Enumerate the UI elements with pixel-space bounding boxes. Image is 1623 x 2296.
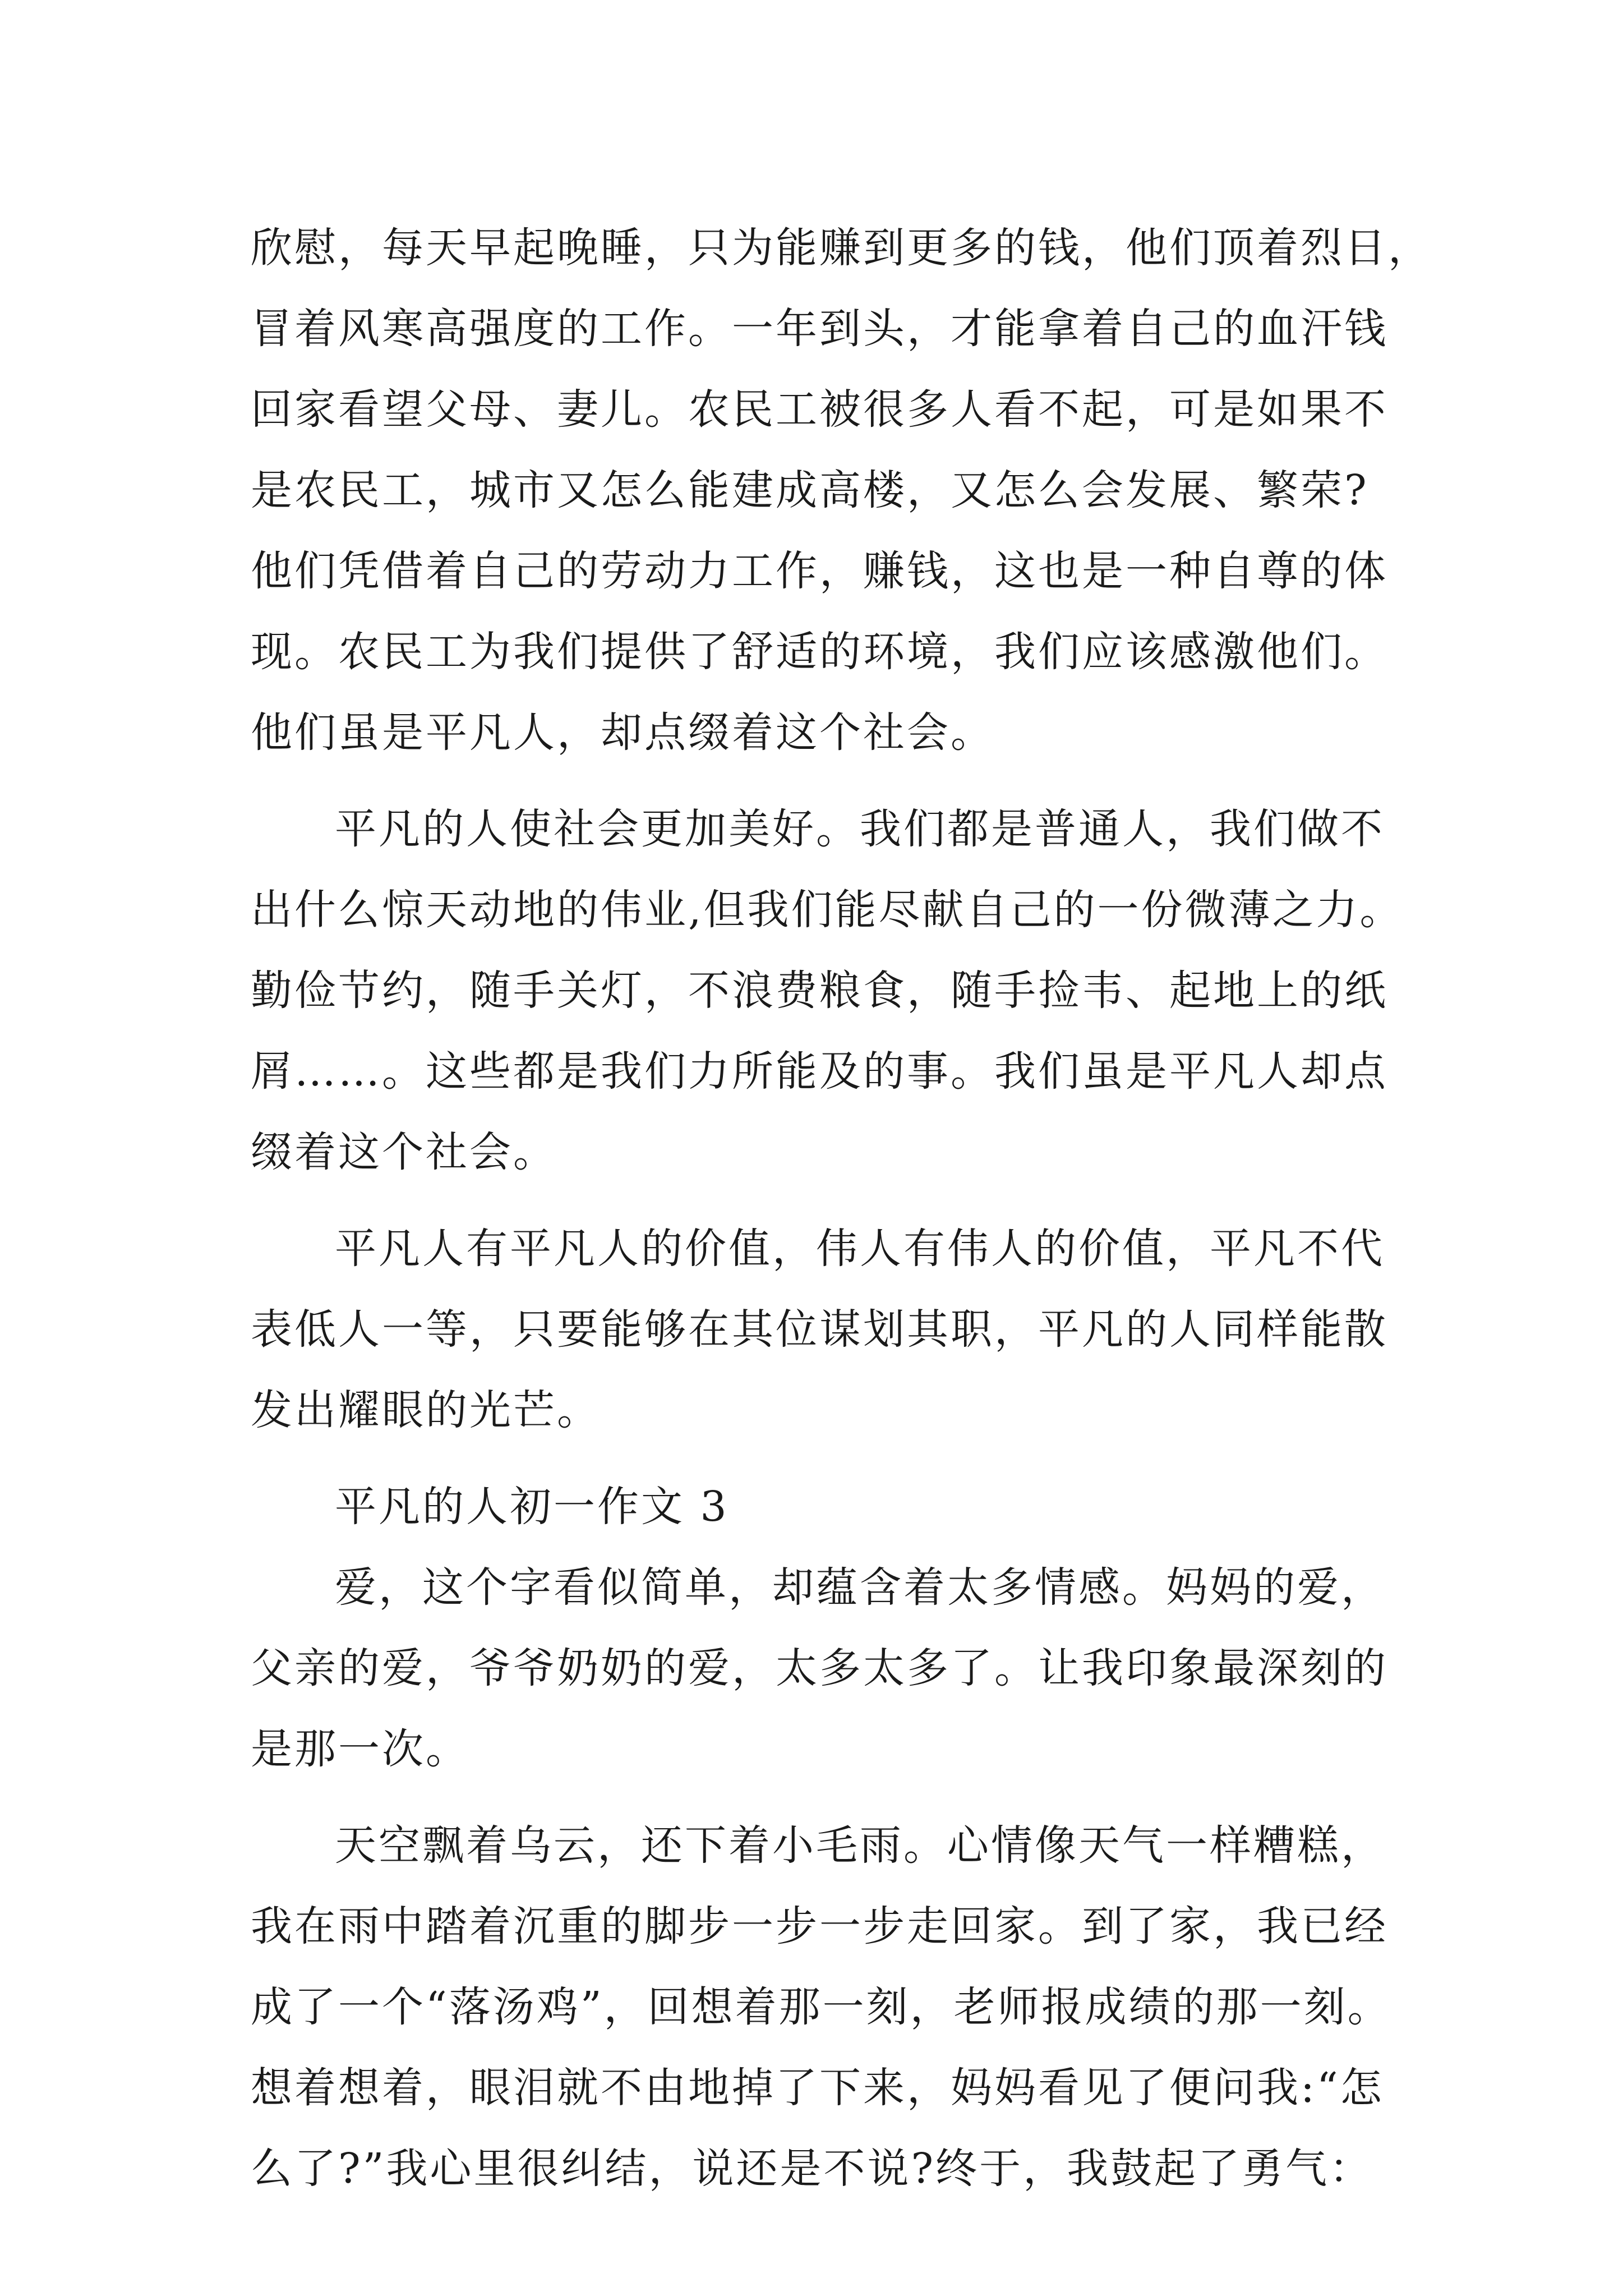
text-line: 他们凭借着自己的劳动力工作，赚钱，这也是一种自尊的体 bbox=[251, 547, 1388, 595]
text-line: 缀着这个社会。 bbox=[251, 1128, 557, 1176]
text-line: 勤俭节约，随手关灯，不浪费粮食，随手捡韦、起地上的纸 bbox=[251, 967, 1388, 1015]
text-line: 父亲的爱，爷爷奶奶的爱，太多太多了。让我印象最深刻的 bbox=[251, 1644, 1388, 1692]
text-line: 是农民工，城市又怎么能建成高楼，又怎么会发展、繁荣? bbox=[251, 466, 1369, 514]
text-line: 回家看望父母、妻儿。农民工被很多人看不起，可是如果不 bbox=[251, 385, 1388, 434]
text-line: 屑……。这些都是我们力所能及的事。我们虽是平凡人却点 bbox=[251, 1047, 1388, 1096]
text-line: 出什么惊天动地的伟业,但我们能尽献自己的一份微薄之力。 bbox=[251, 886, 1404, 934]
paragraph-first-line: 天空飘着乌云，还下着小毛雨。心情像天气一样糟糕， bbox=[335, 1821, 1385, 1870]
text-line: 想着想着，眼泪就不由地掉了下来，妈妈看见了便问我:“怎 bbox=[251, 2064, 1384, 2112]
paragraph-first-line: 平凡人有平凡人的价值，伟人有伟人的价值，平凡不代 bbox=[335, 1225, 1385, 1273]
text-line: 冒着风寒高强度的工作。一年到头，才能拿着自己的血汗钱 bbox=[251, 305, 1388, 353]
paragraph-first-line: 平凡的人使社会更加美好。我们都是普通人，我们做不 bbox=[335, 805, 1385, 853]
text-line: 么了?”我心里很纠结，说还是不说?终于，我鼓起了勇气： bbox=[251, 2145, 1373, 2193]
text-line: 成了一个“落汤鸡”，回想着那一刻，老师报成绩的那一刻。 bbox=[251, 1983, 1391, 2031]
section-heading: 平凡的人初一作文 3 bbox=[335, 1483, 729, 1531]
document-body bbox=[251, 208, 1432, 2209]
text-line: 发出耀眼的光芒。 bbox=[251, 1386, 601, 1434]
text-line: 现。农民工为我们提供了舒适的环境，我们应该感激他们。 bbox=[251, 628, 1388, 676]
paragraph-first-line: 爱，这个字看似简单，却蕴含着太多情感。妈妈的爱， bbox=[335, 1563, 1385, 1612]
text-line: 我在雨中踏着沉重的脚步一步一步走回家。到了家，我已经 bbox=[251, 1902, 1388, 1950]
text-line: 是那一次。 bbox=[251, 1725, 469, 1773]
text-line: 他们虽是平凡人，却点缀着这个社会。 bbox=[251, 708, 994, 757]
text-line: 欣慰，每天早起晚睡，只为能赚到更多的钱，他们顶着烈日， bbox=[251, 224, 1432, 272]
text-line: 表低人一等，只要能够在其位谋划其职，平凡的人同样能散 bbox=[251, 1305, 1388, 1354]
